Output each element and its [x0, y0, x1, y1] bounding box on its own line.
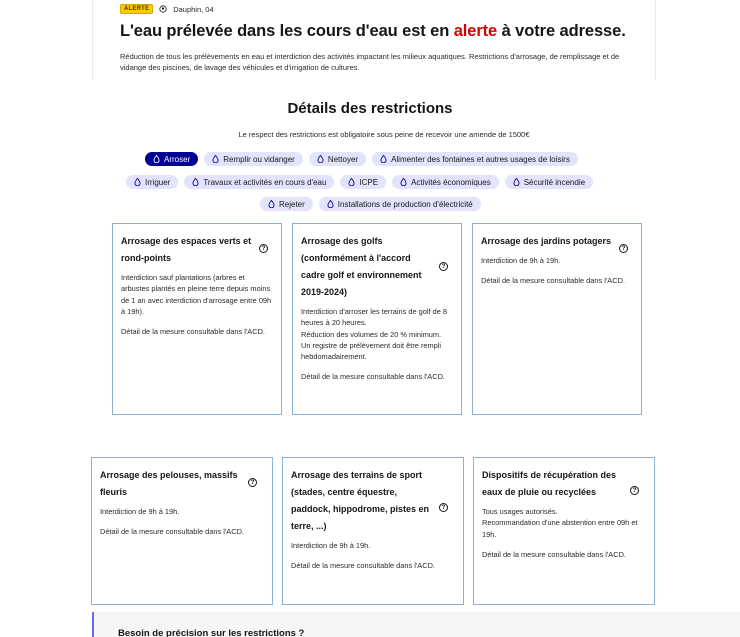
- card-detail: Détail de la mesure consultable dans l'ACD.: [100, 527, 244, 537]
- restriction-card: [473, 457, 655, 605]
- help-circle-icon[interactable]: ?: [630, 486, 639, 495]
- page-border-left: [92, 0, 93, 80]
- water-drop-icon: [134, 178, 141, 186]
- tag-nettoyer[interactable]: [309, 152, 366, 166]
- restriction-card: [472, 223, 642, 415]
- water-drop-icon: [380, 155, 387, 163]
- tag-icpe[interactable]: [340, 175, 386, 189]
- tag-row-1: [145, 152, 578, 166]
- help-circle-icon[interactable]: ?: [259, 244, 268, 253]
- alert-description: Réduction de tous les prélèvements en eau et interdiction des activités impactant les milieux aquatiques. Restrictions d'arrosage, de remplissage et de vidange des piscines, de lavage des véhicules et d'irrigation de cultures.: [120, 52, 620, 72]
- help-section-title: Besoin de précision sur les restrictions ?: [118, 628, 305, 637]
- tag-row-3: [260, 197, 481, 211]
- alert-header: [120, 4, 214, 14]
- card-detail: Détail de la mesure consultable dans l'ACD.: [481, 276, 625, 286]
- help-circle-icon[interactable]: ?: [619, 244, 628, 253]
- headline-end: à votre adresse.: [501, 22, 626, 40]
- water-drop-icon: [153, 155, 160, 163]
- tag-activites-economiques[interactable]: [392, 175, 499, 189]
- water-drop-icon: [192, 178, 199, 186]
- tag-row-2: [126, 175, 593, 189]
- tag-label: Sécurité incendie: [523, 177, 586, 187]
- restriction-card: [91, 457, 273, 605]
- card-detail: Détail de la mesure consultable dans l'ACD.: [121, 327, 265, 337]
- card-detail: Détail de la mesure consultable dans l'ACD.: [482, 549, 626, 559]
- tag-installations-de-production-d-electricite[interactable]: [319, 197, 481, 211]
- card-title: Arrosage des espaces verts et rond-points: [121, 236, 252, 263]
- card-body: [291, 540, 455, 551]
- card-body: [482, 506, 646, 540]
- restriction-card: [292, 223, 462, 415]
- headline-start: L'eau prélevée dans les cours d'eau est en: [120, 22, 450, 40]
- page-title: [120, 22, 626, 41]
- card-body: [100, 506, 264, 517]
- tag-remplir-ou-vidanger[interactable]: [204, 152, 303, 166]
- tag-rejeter[interactable]: [260, 197, 313, 211]
- tag-label: Rejeter: [279, 199, 305, 209]
- card-body: [121, 272, 273, 317]
- tag-label: Irriguer: [145, 177, 171, 187]
- tag-alimenter-des-fontaines-et-autres-usages-de-loisirs[interactable]: [372, 152, 578, 166]
- tag-arroser[interactable]: [145, 152, 198, 166]
- tag-label: Travaux et activités en cours d'eau: [203, 177, 327, 187]
- card-title: Dispositifs de récupération des eaux de pluie ou recyclées: [482, 470, 617, 497]
- restriction-card: [282, 457, 464, 605]
- card-detail: Détail de la mesure consultable dans l'ACD.: [291, 561, 435, 571]
- help-section: [92, 612, 740, 637]
- card-body-line: Interdiction sauf plantations (arbres et arbustes plantés en pleine terre depuis moins de 1 an avec interdiction d'arrosage entre 09h à 19h).: [121, 273, 272, 316]
- card-title: Arrosage des jardins potagers: [481, 236, 612, 246]
- tag-travaux-et-activites-en-cours-d-eau[interactable]: [184, 175, 334, 189]
- tag-label: Arroser: [164, 154, 191, 164]
- water-drop-icon: [268, 200, 275, 208]
- restriction-card: [112, 223, 282, 415]
- tag-label: Nettoyer: [327, 154, 359, 164]
- water-drop-icon: [327, 200, 334, 208]
- fine-notice: Le respect des restrictions est obligatoire sous peine de recevoir une amende de 1500€: [238, 130, 530, 139]
- card-title: Arrosage des pelouses, massifs fleuris: [100, 470, 238, 497]
- card-body-line: Interdiction d'arroser les terrains de golf de 8 heures à 20 heures.: [301, 307, 448, 328]
- headline-alert-word: alerte: [453, 22, 498, 40]
- card-title: Arrosage des golfs (conformément à l'accord cadre golf et environnement 2019-2024): [301, 236, 422, 297]
- card-title: Arrosage des terrains de sport (stades, centre équestre, paddock, hippodrome, pistes en terre, ...): [291, 470, 430, 531]
- location-pin-icon: [159, 5, 167, 13]
- card-body: [481, 255, 633, 266]
- water-drop-icon: [317, 155, 324, 163]
- water-drop-icon: [348, 178, 355, 186]
- help-circle-icon[interactable]: ?: [439, 262, 448, 271]
- tag-irriguer[interactable]: [126, 175, 178, 189]
- card-body: [301, 306, 453, 362]
- tag-label: Installations de production d'électricité: [337, 199, 473, 209]
- card-body-line: Tous usages autorisés.: [482, 507, 558, 516]
- card-body-line: Recommandation d'une abstention entre 09h et 19h.: [482, 518, 638, 539]
- tag-label: Remplir ou vidanger: [223, 154, 295, 164]
- card-body-line: Réduction des volumes de 20 % minimum.: [301, 329, 442, 339]
- card-body-line: Interdiction de 9h à 19h.: [481, 256, 561, 265]
- water-drop-icon: [212, 155, 219, 163]
- water-drop-icon: [513, 178, 520, 186]
- tag-label: ICPE: [359, 177, 379, 187]
- tag-securite-incendie[interactable]: [505, 175, 593, 189]
- water-drop-icon: [400, 178, 407, 186]
- card-body-line: Interdiction de 9h à 19h.: [291, 541, 371, 550]
- help-circle-icon[interactable]: ?: [439, 503, 448, 512]
- tag-label: Activités économiques: [411, 177, 491, 187]
- tag-label: Alimenter des fontaines et autres usages de loisirs: [391, 154, 570, 164]
- alert-badge: ALERTE: [120, 4, 153, 14]
- card-body-line: Un registre de prélèvement doit être rempli hebdomadairement.: [301, 340, 442, 362]
- card-body-line: Interdiction de 9h à 19h.: [100, 507, 180, 516]
- card-detail: Détail de la mesure consultable dans l'ACD.: [301, 372, 445, 382]
- location-label: Dauphin, 04: [173, 4, 214, 14]
- help-circle-icon[interactable]: ?: [248, 478, 257, 487]
- page-border-right: [655, 0, 656, 80]
- restrictions-title: Détails des restrictions: [287, 100, 453, 117]
